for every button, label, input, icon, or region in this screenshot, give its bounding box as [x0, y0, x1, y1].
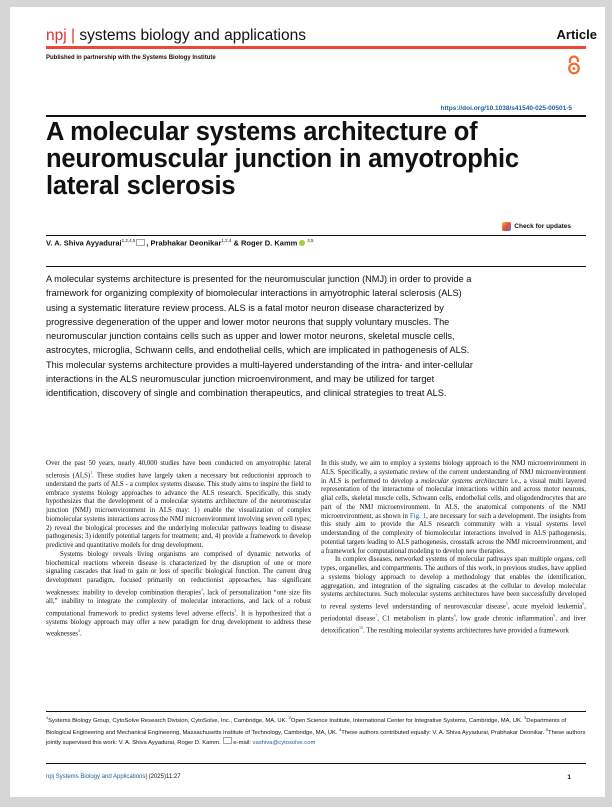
email-label: e-mail: — [233, 740, 253, 747]
body-column-left — [46, 460, 311, 639]
abstract: A molecular systems architecture is presented for the neuromuscular junction (NMJ) in order to provide a framework for organizing complexity of biomolecular interactions in amyotrophic lateral sclerosis (ALS) using a systematic literature review process. ALS is a fatal motor neuron disease characterized by progressive degeneration of the upper and lower motor neurons that supply voluntary muscles. The neuromuscular junction contains cells such as upper and lower motor neurons, skeletal muscle cells, astrocytes, microglia, Schwann cells, and endothelial cells, which are implicated in pathogenesis of ALS. This molecular systems architecture provides a multi-layered understanding of the intra- and inter-cellular interactions in the ALS neuromuscular junction microenvironment, and may be utilized for target identification, discovery of single and combination therapeutics, and clinical strategies to treat ALS. — [46, 274, 473, 398]
open-access-icon — [567, 55, 581, 75]
published-in-partnership: Published in partnership with the Systems Biology Institute — [46, 55, 216, 61]
citation-link[interactable]: 4 — [77, 628, 80, 634]
author-affiliations: 1,2,4,5 — [121, 238, 136, 243]
footer-journal-link[interactable]: npj Systems Biology and Applications — [46, 774, 146, 780]
authors-rule — [46, 235, 586, 236]
author-list: V. A. Shiva Ayyadurai$^{1,2,4,5}$ , Prabhakar Deonikar$^{1,2,4}$ & Roger D. Kamm $^{3,5}$ — [46, 238, 314, 248]
email-link[interactable]: vashiva@cytosolve.com — [252, 740, 316, 747]
author-name[interactable]: Prabhakar Deonikar — [150, 238, 222, 248]
orcid-icon[interactable] — [299, 240, 305, 246]
email-icon — [223, 737, 232, 744]
footer-volume: (2025)11:27 — [148, 774, 181, 780]
body-paragraph: In this study, we aim to employ a systems biology approach to the NMJ microenvironment in ALS. Specifically, a systematic review of the current understanding of NMJ microenvironment in ALS is performed to develop a molecular systems architecture i.e., a visual multi layered representation of the interactome of molecular interactions within and across motor neurons, glial cells, skeletal muscle cells, Schwann cells, endothelial cells, and oligodendrocytes that are part of the NMJ microenvironment. In ALS, the anatomical components of the NMJ microenvironment, as shown in Fig. 1, are necessary for such a development. The insights from this study aim to provide the ALS research community with a visual systems level understanding of the complexity of biomolecular interactions involved in ALS pathogenesis, potential targets leading to ALS pathogenesis, crosstalk across the NMJ microenvironment, and a framework for computational modeling to develop new therapies. — [321, 460, 586, 555]
journal-masthead — [46, 27, 306, 45]
title-rule — [46, 115, 586, 117]
citation-link[interactable]: 7 — [375, 613, 378, 619]
pdf-page — [10, 7, 605, 797]
author-affiliations: 1,2,4 — [221, 238, 232, 243]
journal-separator: | — [71, 27, 76, 44]
journal-name: systems biology and applications — [79, 27, 306, 44]
citation-link[interactable]: 6 — [582, 601, 585, 606]
citation-link[interactable]: 1 — [90, 469, 93, 475]
journal-prefix: npj — [46, 27, 67, 44]
citation-link[interactable]: 10 — [359, 625, 364, 631]
citation-link[interactable]: 2 — [201, 586, 204, 592]
doi-link[interactable]: https://doi.org/10.1038/s41540-025-00501-5 — [440, 105, 572, 112]
body-paragraph: Over the past 50 years, nearly 40,000 studies have been conducted on amyotrophic lateral sclerosis (ALS)$^1$. These studies have largely taken a necessary but reductionist approach to understand the parts of ALS - a complex systems disease. This study aims to inspire the field to embrace systems biology approaches to advance the ALS research. Specifically, this study hypothesizes that the development of a molecular systems architecture of the neuromuscular junction (NMJ) microenvironment in ALS may: 1) enable the visualization of complex biomolecular systems interactions across the NMJ microenvironment involving seven cell types; 2) reveal the biological processes and the underlying molecular pathways leading to disease pathogenesis; 3) identify potential targets for treatment; and, 4) provide a framework to develop predictive and quantitative models for drug development. — [46, 460, 311, 550]
article-type-label: Article — [556, 27, 597, 42]
citation-link[interactable]: 8 — [453, 613, 456, 619]
body-paragraph: Systems biology reveals living organisms are comprised of dynamic networks of biochemical reactions wherein disease is characterized by the disruption of one or more signaling cascades that lead to gain or loss of specific biological function. The current drug development paradigm, focused primarily on reductionist approaches, has significant weaknesses: inability to develop combination therapies$^2$, lack of personalization “one size fits all,” inability to integrate the complexity of molecular interactions, and lack of a robust computational framework to predict systems level adverse effects$^3$. It is hypothesized that a systems biology approach may offer a new paradigm for drug development to address these weaknesses$^4$. — [46, 550, 311, 638]
affiliation-footnotes: $^1$Systems Biology Group, CytoSolve Research Division, CytoSolve, Inc., Cambridge, MA, UK. $^2$Open Science Institute, International Center for Integrative Systems, Cambridge, MA, UK. $^3$Departments of Biological Engineering and Mechanical Engineering, Massachusetts Institute of Technology, Cambridge, MA, UK. $^4$These authors contributed equally: V. A. Shiva Ayyadurai, Prabhakar Deonikar. $^5$These authors jointly supervised this work: V. A. Shiva Ayyadurai, Roger D. Kamm. e-mail: vashiva@cytosolve.com — [46, 716, 586, 747]
citation-link[interactable]: 9 — [553, 613, 556, 619]
citation-link[interactable]: 5 — [505, 601, 508, 606]
author-affiliations: 3,5 — [307, 238, 314, 243]
page-number: 1 — [567, 774, 571, 781]
body-paragraph: In complex diseases, networked systems of molecular pathways span multiple organs, cell types, organelles, and compartments. The authors of this work, in previous studies, have applied a systems biology approach to develop a methodology that enables the identification, aggregation, and integration of the signaling cascades at the cellular to develop molecular systems architectures. Such molecular systems architectures have been successfully developed to reveal systems level understanding of neurovascular disease$^5$, acute myeloid leukemia$^6$, periodontal disease$^7$, C1 metabolism in plants$^8$, low grade chronic inflammation$^9$, and liver detoxification$^{10}$. The resulting molecular systems architectures have provided a framework — [321, 556, 587, 635]
footer-citation: npj Systems Biology and Applications| (2025)11:27 — [46, 774, 181, 780]
abstract-rule — [46, 266, 586, 267]
check-for-updates-button[interactable] — [502, 222, 571, 231]
check-for-updates-label: Check for updates — [514, 223, 571, 230]
author-name[interactable]: Roger D. Kamm — [241, 238, 298, 248]
footer-rule — [46, 763, 586, 764]
article-title: A molecular systems architecture of neuromuscular junction in amyotrophic lateral sclerosis — [46, 118, 519, 200]
check-updates-icon — [502, 222, 511, 231]
header-rule — [46, 46, 586, 49]
citation-link[interactable]: 3 — [234, 607, 237, 613]
email-icon[interactable] — [136, 239, 145, 246]
footnotes-rule — [46, 711, 586, 712]
author-name[interactable]: V. A. Shiva Ayyadurai — [46, 238, 122, 248]
body-column-right — [321, 460, 586, 636]
figure-link[interactable]: Fig. 1 — [409, 512, 427, 520]
